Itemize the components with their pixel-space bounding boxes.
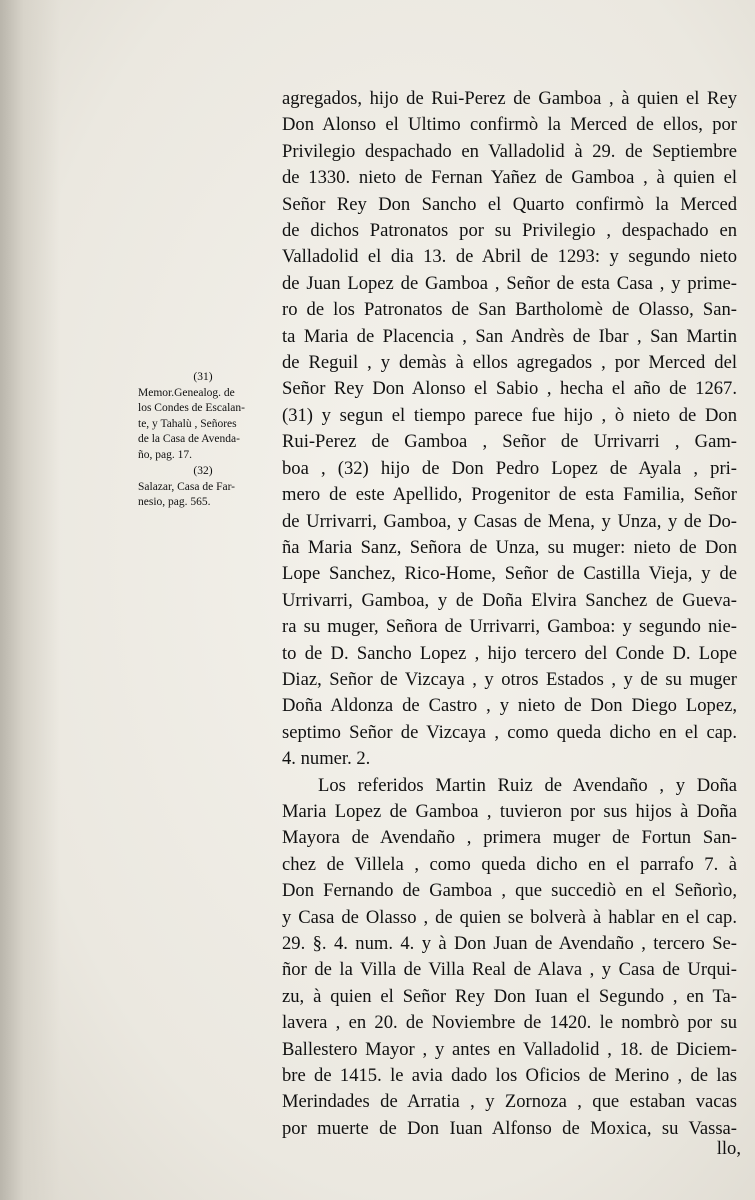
text-line: Mayora de Avendaño , primera muger de Fortun San- xyxy=(282,827,737,849)
text-line: de Urrivarri, Gamboa, y Casas de Mena, y Unza, y de Do- xyxy=(282,510,737,532)
note-line: te, y Tahalù , Señores xyxy=(138,417,237,430)
text-line: Valladolid el dia 13. de Abril de 1293: y segundo nieto xyxy=(282,246,737,268)
text-line: Lope Sanchez, Rico-Home, Señor de Castilla Vieja, y de xyxy=(282,563,737,585)
text-line: de Reguil , y demàs à ellos agregados , por Merced del xyxy=(282,352,737,374)
text-line: chez de Villela , como queda dicho en el parrafo 7. à xyxy=(282,853,737,875)
note-line: Salazar, Casa de Far- xyxy=(138,480,236,493)
text-line: zu, à quien el Señor Rey Don Iuan el Segundo , en Ta- xyxy=(282,985,737,1007)
note-line: los Condes de Escalan- xyxy=(138,402,245,414)
text-line: Doña Aldonza de Castro , y nieto de Don Diego Lopez, xyxy=(282,695,737,717)
text-line: ra su muger, Señora de Urrivarri, Gamboa: y segundo nie- xyxy=(282,616,737,638)
text-line: Diaz, Señor de Vizcaya , y otros Estados , y de su muger xyxy=(282,668,737,690)
note-number: (31) xyxy=(193,371,213,383)
text-line: to de D. Sancho Lopez , hijo tercero del Conde D. Lope xyxy=(282,642,737,664)
marginal-notes xyxy=(138,370,268,512)
text-line: Merindades de Arratia , y Zornoza , que estaban vacas xyxy=(282,1091,737,1113)
text-line: lavera , en 20. de Noviembre de 1420. le nombrò por su xyxy=(282,1012,737,1034)
text-line: (31) y segun el tiempo parece fue hijo , ò nieto de Don xyxy=(282,404,737,426)
note-number: (32) xyxy=(193,465,213,477)
text-line: ro de los Patronatos de San Bartholomè de Olasso, San- xyxy=(282,299,737,321)
text-line: de Juan Lopez de Gamboa , Señor de esta Casa , y prime- xyxy=(282,272,737,294)
text-line: 4. numer. 2. xyxy=(282,748,371,770)
note-line: nesio, pag. 565. xyxy=(138,496,211,508)
main-text-column xyxy=(282,86,737,1142)
text-line: septimo Señor de Vizcaya , como queda dicho en el cap. xyxy=(282,721,737,743)
text-line: Privilegio despachado en Valladolid à 29. de Septiembre xyxy=(282,140,737,162)
text-line: Don Alonso el Ultimo confirmò la Merced de ellos, por xyxy=(282,114,737,136)
text-line: de 1330. nieto de Fernan Yañez de Gamboa , à quien el xyxy=(282,167,737,189)
marginal-note-32 xyxy=(138,464,268,511)
text-line: Ballestero Mayor , y antes en Valladolid , 18. de Diciem- xyxy=(282,1038,737,1060)
marginal-note-31 xyxy=(138,370,268,463)
text-line: ñor de la Villa de Villa Real de Alava , y Casa de Urqui- xyxy=(282,959,737,981)
gutter-shadow xyxy=(0,0,60,1200)
text-line: de dichos Patronatos por su Privilegio , despachado en xyxy=(282,220,737,242)
text-line: bre de 1415. le avia dado los Oficios de Merino , de las xyxy=(282,1065,737,1087)
text-line: Rui-Perez de Gamboa , Señor de Urrivarri , Gam- xyxy=(282,431,737,453)
text-line: y Casa de Olasso , de quien se bolverà à hablar en el cap. xyxy=(282,906,737,928)
note-line: de la Casa de Avenda- xyxy=(138,433,240,445)
text-line: ña Maria Sanz, Señora de Unza, su muger: nieto de Don xyxy=(282,536,737,558)
paragraph-1 xyxy=(282,86,737,773)
text-line: por muerte de Don Iuan Alfonso de Moxica, su Vassa- xyxy=(282,1117,737,1139)
text-line: ta Maria de Placencia , San Andrès de Ibar , San Martin xyxy=(282,325,737,347)
note-line: Memor.Genealog. de xyxy=(138,386,235,399)
note-line: ño, pag. 17. xyxy=(138,448,192,461)
text-line: agregados, hijo de Rui-Perez de Gamboa , à quien el Rey xyxy=(282,88,737,109)
text-line: Señor Rey Don Alonso el Sabio , hecha el año de 1267. xyxy=(282,378,737,400)
text-line: Don Fernando de Gamboa , que succediò en el Señorìo, xyxy=(282,880,737,902)
text-line: boa , (32) hijo de Don Pedro Lopez de Ayala , pri- xyxy=(282,457,737,479)
text-line: Maria Lopez de Gamboa , tuvieron por sus hijos à Doña xyxy=(282,800,737,822)
text-line: Urrivarri, Gamboa, y de Doña Elvira Sanchez de Gueva- xyxy=(282,589,737,611)
text-line: 29. §. 4. num. 4. y à Don Juan de Avendaño , tercero Se- xyxy=(282,933,737,954)
text-line: Señor Rey Don Sancho el Quarto confirmò la Merced xyxy=(282,193,737,215)
paragraph-2 xyxy=(282,773,737,1143)
text-line: mero de este Apellido, Progenitor de esta Familia, Señor xyxy=(282,484,737,506)
text-line: Los referidos Martin Ruiz de Avendaño , y Doña xyxy=(318,774,737,796)
catchword: llo, xyxy=(716,1138,741,1159)
